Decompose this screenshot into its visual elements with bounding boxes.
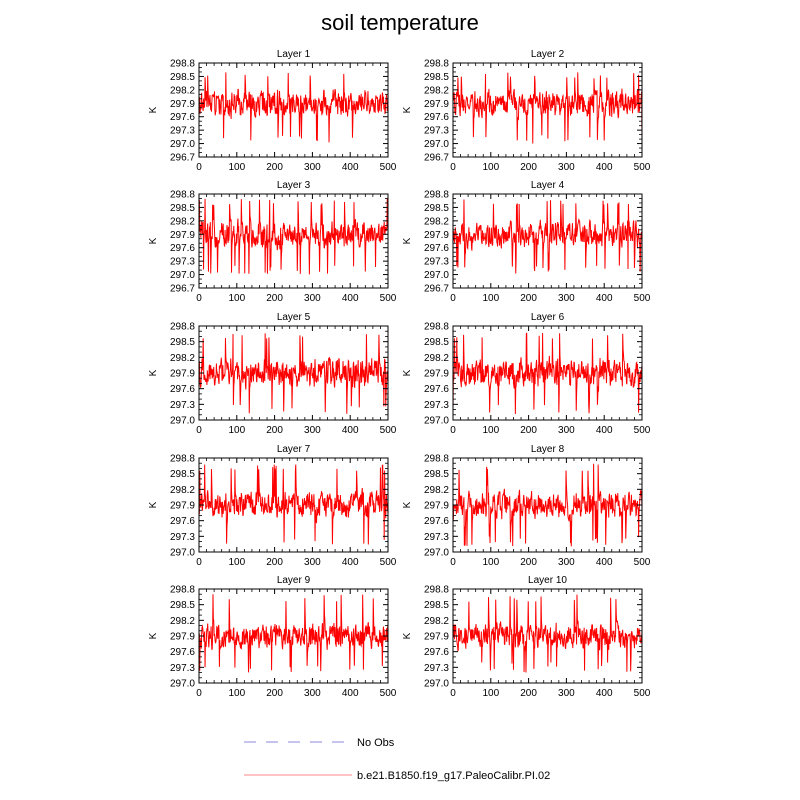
y-axis-label: K xyxy=(402,237,413,245)
x-tick-label: 200 xyxy=(520,293,537,304)
y-tick-label: 298.8 xyxy=(169,321,195,333)
y-tick-label: 297.0 xyxy=(169,415,195,427)
x-tick-label: 100 xyxy=(228,162,246,173)
x-tick-label: 0 xyxy=(450,688,456,699)
x-tick-label: 400 xyxy=(341,425,359,436)
y-tick-label: 298.2 xyxy=(169,615,195,627)
x-tick-label: 400 xyxy=(341,162,359,173)
y-tick-label: 298.8 xyxy=(423,189,449,201)
y-tick-label: 297.3 xyxy=(169,125,195,137)
x-tick-label: 500 xyxy=(379,162,397,173)
y-tick-label: 298.8 xyxy=(423,584,449,596)
panel-layer-5 xyxy=(148,312,397,436)
y-tick-label: 297.0 xyxy=(169,678,195,690)
y-tick-label: 298.5 xyxy=(169,202,195,214)
y-tick-label: 297.3 xyxy=(169,662,195,674)
series-line xyxy=(453,72,642,143)
series-line xyxy=(199,72,388,142)
x-tick-label: 0 xyxy=(450,162,456,173)
y-tick-label: 298.2 xyxy=(169,85,195,97)
y-tick-label: 298.5 xyxy=(169,71,195,83)
y-axis-label: K xyxy=(402,501,413,509)
y-axis-label: K xyxy=(402,106,413,114)
y-tick-label: 297.6 xyxy=(423,384,449,396)
x-tick-label: 300 xyxy=(558,688,575,699)
y-tick-label: 297.6 xyxy=(423,647,449,659)
y-tick-label: 297.6 xyxy=(423,112,449,124)
y-tick-label: 297.9 xyxy=(423,631,449,643)
y-tick-label: 298.2 xyxy=(423,484,449,496)
plot-frame xyxy=(199,63,388,157)
panel-title: Layer 9 xyxy=(276,575,311,586)
x-tick-label: 400 xyxy=(341,293,359,304)
chart-title: soil temperature xyxy=(321,10,479,35)
x-tick-label: 300 xyxy=(558,293,575,304)
legend-label-no-obs: No Obs xyxy=(357,737,395,749)
legend xyxy=(244,737,550,782)
y-tick-label: 297.3 xyxy=(423,125,449,137)
panel-title: Layer 2 xyxy=(530,49,565,60)
x-tick-label: 200 xyxy=(266,688,283,699)
series-line xyxy=(453,464,642,547)
x-tick-label: 400 xyxy=(595,425,613,436)
y-tick-label: 297.0 xyxy=(423,678,449,690)
y-tick-label: 297.0 xyxy=(423,547,449,559)
panel-layer-9 xyxy=(148,575,397,699)
x-tick-label: 100 xyxy=(482,293,500,304)
x-tick-label: 200 xyxy=(266,557,283,568)
series-line xyxy=(453,333,642,414)
y-tick-label: 298.2 xyxy=(423,216,449,228)
x-tick-label: 300 xyxy=(304,293,321,304)
y-tick-label: 298.2 xyxy=(169,484,195,496)
x-tick-label: 400 xyxy=(341,557,359,568)
series-line xyxy=(199,465,388,545)
x-tick-label: 500 xyxy=(633,293,651,304)
x-tick-label: 500 xyxy=(379,293,397,304)
y-tick-label: 296.7 xyxy=(423,283,449,295)
y-tick-label: 296.7 xyxy=(169,152,195,164)
y-axis-label: K xyxy=(402,369,413,377)
x-tick-label: 400 xyxy=(595,688,613,699)
y-tick-label: 297.0 xyxy=(169,547,195,559)
y-tick-label: 296.7 xyxy=(169,283,195,295)
y-tick-label: 297.9 xyxy=(169,98,195,110)
y-tick-label: 297.0 xyxy=(423,415,449,427)
y-tick-label: 297.3 xyxy=(423,531,449,543)
panel-layer-8 xyxy=(402,444,651,568)
series-line xyxy=(199,199,388,275)
y-tick-label: 298.2 xyxy=(169,352,195,364)
y-tick-label: 298.8 xyxy=(169,189,195,201)
y-axis-label: K xyxy=(148,106,159,114)
y-tick-label: 298.8 xyxy=(169,584,195,596)
series-line xyxy=(453,199,642,273)
y-tick-label: 298.5 xyxy=(423,71,449,83)
y-tick-label: 297.9 xyxy=(423,500,449,512)
y-tick-label: 297.3 xyxy=(423,399,449,411)
panel-title: Layer 5 xyxy=(276,312,311,323)
panel-grid xyxy=(148,49,651,699)
x-tick-label: 100 xyxy=(228,425,246,436)
series-line xyxy=(199,594,388,672)
y-tick-label: 298.2 xyxy=(423,615,449,627)
x-tick-label: 300 xyxy=(304,425,321,436)
panel-layer-7 xyxy=(148,444,397,568)
y-tick-label: 297.3 xyxy=(169,531,195,543)
x-tick-label: 300 xyxy=(304,162,321,173)
panel-title: Layer 3 xyxy=(276,180,311,191)
y-tick-label: 298.5 xyxy=(423,337,449,349)
x-tick-label: 500 xyxy=(633,162,651,173)
x-tick-label: 500 xyxy=(379,425,397,436)
y-tick-label: 298.5 xyxy=(423,202,449,214)
y-tick-label: 298.2 xyxy=(423,85,449,97)
y-tick-label: 298.2 xyxy=(169,216,195,228)
panel-layer-1 xyxy=(148,49,397,173)
y-tick-label: 298.5 xyxy=(169,337,195,349)
y-tick-label: 297.6 xyxy=(169,243,195,255)
x-tick-label: 500 xyxy=(633,688,651,699)
x-tick-label: 100 xyxy=(228,557,246,568)
x-tick-label: 0 xyxy=(450,425,456,436)
y-tick-label: 297.3 xyxy=(169,256,195,268)
panel-layer-4 xyxy=(402,180,651,304)
y-tick-label: 298.2 xyxy=(423,352,449,364)
y-tick-label: 298.8 xyxy=(423,453,449,465)
y-tick-label: 298.8 xyxy=(169,58,195,70)
y-tick-label: 297.0 xyxy=(423,139,449,151)
x-tick-label: 400 xyxy=(595,162,613,173)
y-tick-label: 297.6 xyxy=(169,516,195,528)
x-tick-label: 200 xyxy=(266,293,283,304)
x-tick-label: 300 xyxy=(558,162,575,173)
y-tick-label: 297.9 xyxy=(169,631,195,643)
x-tick-label: 200 xyxy=(266,162,283,173)
x-tick-label: 200 xyxy=(266,425,283,436)
y-tick-label: 297.9 xyxy=(423,229,449,241)
panel-title: Layer 6 xyxy=(530,312,565,323)
y-tick-label: 298.5 xyxy=(423,600,449,612)
y-axis-label: K xyxy=(148,632,159,640)
x-tick-label: 0 xyxy=(196,293,202,304)
x-tick-label: 100 xyxy=(482,425,500,436)
x-tick-label: 300 xyxy=(304,688,321,699)
y-tick-label: 297.3 xyxy=(169,399,195,411)
panel-layer-10 xyxy=(402,575,651,699)
y-axis-label: K xyxy=(402,632,413,640)
y-tick-label: 296.7 xyxy=(423,152,449,164)
x-tick-label: 0 xyxy=(196,557,202,568)
x-tick-label: 500 xyxy=(633,557,651,568)
y-axis-label: K xyxy=(148,501,159,509)
series-line xyxy=(453,595,642,673)
y-tick-label: 297.3 xyxy=(423,256,449,268)
x-tick-label: 200 xyxy=(520,162,537,173)
y-tick-label: 297.9 xyxy=(423,368,449,380)
y-tick-label: 297.9 xyxy=(169,368,195,380)
y-axis-label: K xyxy=(148,237,159,245)
panel-title: Layer 10 xyxy=(528,575,567,586)
x-tick-label: 500 xyxy=(633,425,651,436)
x-tick-label: 100 xyxy=(228,688,246,699)
x-tick-label: 200 xyxy=(520,425,537,436)
x-tick-label: 300 xyxy=(304,557,321,568)
x-tick-label: 500 xyxy=(379,557,397,568)
x-tick-label: 100 xyxy=(482,162,500,173)
x-tick-label: 300 xyxy=(558,557,575,568)
x-tick-label: 0 xyxy=(196,425,202,436)
y-tick-label: 298.8 xyxy=(423,321,449,333)
x-tick-label: 0 xyxy=(196,162,202,173)
y-tick-label: 297.0 xyxy=(169,270,195,282)
y-tick-label: 297.6 xyxy=(423,516,449,528)
y-tick-label: 298.5 xyxy=(169,469,195,481)
x-tick-label: 400 xyxy=(595,557,613,568)
y-tick-label: 297.6 xyxy=(423,243,449,255)
y-tick-label: 297.9 xyxy=(423,98,449,110)
y-tick-label: 297.9 xyxy=(169,229,195,241)
panel-title: Layer 4 xyxy=(530,180,565,191)
y-tick-label: 297.0 xyxy=(423,270,449,282)
y-tick-label: 298.5 xyxy=(169,600,195,612)
x-tick-label: 0 xyxy=(450,293,456,304)
x-tick-label: 200 xyxy=(520,688,537,699)
panel-layer-3 xyxy=(148,180,397,304)
x-tick-label: 0 xyxy=(196,688,202,699)
x-tick-label: 100 xyxy=(482,557,500,568)
y-tick-label: 298.8 xyxy=(423,58,449,70)
x-tick-label: 300 xyxy=(558,425,575,436)
y-tick-label: 297.6 xyxy=(169,647,195,659)
legend-label-run: b.e21.B1850.f19_g17.PaleoCalibr.PI.02 xyxy=(357,770,551,782)
y-tick-label: 297.9 xyxy=(169,500,195,512)
y-tick-label: 297.6 xyxy=(169,384,195,396)
panel-title: Layer 8 xyxy=(530,444,565,455)
y-tick-label: 297.3 xyxy=(423,662,449,674)
x-tick-label: 400 xyxy=(341,688,359,699)
y-tick-label: 297.0 xyxy=(169,139,195,151)
panel-layer-6 xyxy=(402,312,651,436)
x-tick-label: 100 xyxy=(228,293,246,304)
y-tick-label: 298.8 xyxy=(169,453,195,465)
panel-title: Layer 1 xyxy=(276,49,311,60)
x-tick-label: 200 xyxy=(520,557,537,568)
series-line xyxy=(199,333,388,413)
panel-layer-2 xyxy=(402,49,651,173)
x-tick-label: 0 xyxy=(450,557,456,568)
x-tick-label: 100 xyxy=(482,688,500,699)
y-tick-label: 298.5 xyxy=(423,469,449,481)
x-tick-label: 400 xyxy=(595,293,613,304)
x-tick-label: 500 xyxy=(379,688,397,699)
y-tick-label: 297.6 xyxy=(169,112,195,124)
panel-title: Layer 7 xyxy=(276,444,311,455)
y-axis-label: K xyxy=(148,369,159,377)
